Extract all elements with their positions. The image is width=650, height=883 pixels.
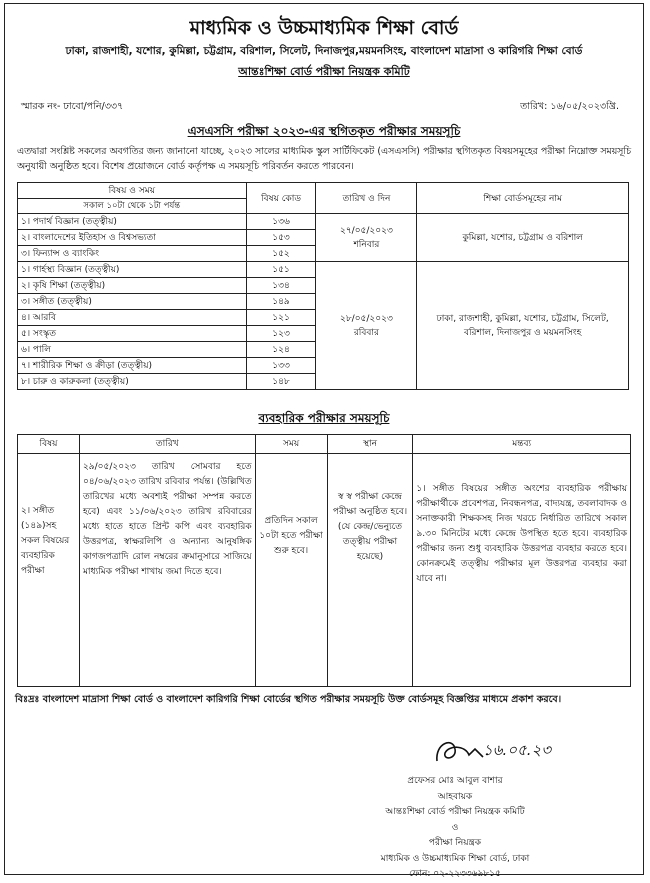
header-boards: শিক্ষা বোর্ডসমূহের নাম	[417, 183, 629, 214]
table-row: ৩। ফিন্যান্স ও ব্যাংকিং	[18, 246, 247, 262]
table-row: ৪। আরবি	[18, 310, 247, 326]
document-title: মাধ্যমিক ও উচ্চমাধ্যমিক শিক্ষা বোর্ড	[189, 17, 459, 39]
schedule-heading	[5, 123, 643, 143]
table-row: ২। বাংলাদেশের ইতিহাস ও বিশ্বসভ্যতা	[18, 230, 247, 246]
subject-code: ১৪৮	[246, 374, 316, 390]
practical-subject-text: ২। সঙ্গীত (১৪৯)সহ সকল বিষয়ের ব্যবহারিক পরীক্ষা	[21, 506, 70, 576]
exam-date: ২৮/০৫/২০২৩	[339, 313, 393, 324]
exam-day: রবিবার	[353, 327, 379, 338]
header-time-range: সকাল ১০টা থেকে ১টা পর্যন্ত	[18, 199, 247, 214]
signer-block	[305, 774, 605, 883]
practical-place-text: স্ব স্ব পরীক্ষা কেন্দ্রে পরীক্ষা অনুষ্ঠিত হবে। (যে কেন্দ্র/ভেন্যুতে তত্ত্বীয় পরীক্ষা হয়েছে)	[332, 492, 408, 562]
exam-day: শনিবার	[353, 239, 380, 250]
header-date: তারিখ	[79, 435, 255, 454]
signer-and: ও	[451, 822, 459, 833]
boards-cell: ঢাকা, রাজশাহী, কুমিল্লা, যশোর, চট্টগ্রাম, সিলেট, বরিশাল, দিনাজপুর ও ময়মনসিংহ	[417, 262, 629, 390]
practical-date-text: ২৯/০৫/২০২৩ তারিখ সোমবার হতে ০৪/০৬/২০২৩ তারিখ রবিবার পর্যন্ত। (উল্লিখিত তারিখের মধ্যে অবশ্যই পরীক্ষা সম্পন্ন করতে হবে) এবং ১১/০৬/২০২৩ তারিখ রবিবারের মধ্যে হাতে হাতে প্রিন্ট কপি এবং ব্যবহারিক উত্তরপত্র, স্বাক্ষরলিপি ও অন্যান্য আনুষঙ্গিক কাগজপত্রাদি রোল নম্বরের ক্রমানুসারে সাজিয়ে মাধ্যমিক পরীক্ষা শাখায় জমা দিতে হবে।	[82, 462, 252, 577]
table-row: ৭। শারীরিক শিক্ষা ও ক্রীড়া (তত্ত্বীয়)	[18, 358, 247, 374]
signature-date: ১৬.০৫.২৩	[483, 741, 552, 759]
practical-schedule-table	[17, 434, 631, 687]
practical-heading-text: ব্যবহারিক পরীক্ষার সময়সূচি	[258, 411, 390, 425]
document-page	[4, 3, 644, 879]
committee-name-text: আন্তঃশিক্ষা বোর্ড পরীক্ষা নিয়ন্ত্রক কমিটি	[238, 65, 410, 78]
table-row: ২। কৃষি শিক্ষা (তত্ত্বীয়)	[18, 278, 247, 294]
table-row: ১। গার্হস্থ্য বিজ্ঞান (তত্ত্বীয়)	[18, 262, 247, 278]
subject-code: ১৫১	[246, 262, 316, 278]
subject-code: ১৪৯	[246, 294, 316, 310]
header-subject: বিষয়	[18, 435, 80, 454]
exam-date: ২৭/০৫/২০২৩	[339, 225, 393, 236]
practical-remarks	[413, 454, 631, 687]
subject-code: ১৩৬	[246, 214, 316, 230]
memo-date: তারিখ: ১৬/০৫/২০২৩খ্রি.	[520, 101, 619, 112]
header-subject-time: বিষয় ও সময়	[18, 183, 247, 199]
subject-code: ১৫৩	[246, 230, 316, 246]
footnote: বিঃদ্রঃ বাংলাদেশ মাদ্রাসা শিক্ষা বোর্ড ও বাংলাদেশ কারিগরি শিক্ষা বোর্ডের স্থগিত পরীক্ষার সময়সূচি উক্ত বোর্ডসমূহ বিজ্ঞপ্তির মাধ্যমে প্রকাশ করবে।	[15, 694, 562, 705]
signer-role-2: পরীক্ষা নিয়ন্ত্রক	[428, 838, 482, 848]
theory-schedule-table	[17, 182, 629, 390]
exam-date-cell	[316, 214, 417, 262]
signer-phone: ফোন: ০২-২২৩৩৬৯৮১৫	[409, 869, 501, 879]
practical-place	[327, 454, 413, 687]
practical-subject	[18, 454, 80, 687]
header-code: বিষয় কোড	[246, 183, 316, 214]
memo-number: স্মারক নং- ঢাবো/পনি/৩৩৭	[21, 101, 124, 112]
subject-code: ১৩৩	[246, 358, 316, 374]
table-row: ৬। পালি	[18, 342, 247, 358]
practical-heading	[5, 410, 643, 430]
signer-name: প্রফেসর মোঃ আবুল বাশার	[407, 776, 503, 786]
subject-code: ১২১	[246, 310, 316, 326]
handwritten-signature	[431, 731, 571, 771]
signer-committee: আন্তঃশিক্ষা বোর্ড পরীক্ষা নিয়ন্ত্রক কমিটি	[385, 807, 525, 817]
table-row: ৩। সঙ্গীত (তত্ত্বীয়)	[18, 294, 247, 310]
header-date-day: তারিখ ও দিন	[316, 183, 417, 214]
header-place: স্থান	[327, 435, 413, 454]
exam-date-cell	[316, 262, 417, 390]
subject-code: ১২৩	[246, 326, 316, 342]
committee-name	[5, 63, 643, 82]
schedule-heading-text: এসএসসি পরীক্ষা ২০২৩-এর স্থগিতকৃত পরীক্ষার সময়সূচি	[187, 124, 461, 138]
subject-code: ১৩৪	[246, 278, 316, 294]
boards-line: ঢাকা, রাজশাহী, যশোর, কুমিল্লা, চট্টগ্রাম, বরিশাল, সিলেট, দিনাজপুর,ময়মনসিংহ, বাংলাদেশ মাদ্রাসা ও কারিগরি শিক্ষা বোর্ড	[65, 45, 583, 57]
signer-role: আহবায়ক	[437, 791, 473, 802]
table-row: ৫। সংস্কৃত	[18, 326, 247, 342]
table-row: ১। পদার্থ বিজ্ঞান (তত্ত্বীয়)	[18, 214, 247, 230]
boards-cell: কুমিল্লা, যশোর, চট্টগ্রাম ও বরিশাল	[417, 214, 629, 262]
subject-code: ১৫২	[246, 246, 316, 262]
subject-code: ১২৪	[246, 342, 316, 358]
practical-remarks-text: ১। সঙ্গীত বিষয়ের সঙ্গীত অংশের ব্যবহারিক পরীক্ষায় পরীক্ষার্থীকে প্রবেশপত্র, নিবন্ধনপত্র, বাদ্যযন্ত্র, তবলাবাদক ও সনাক্তকারী শিক্ষকসহ নিজ খরচে নির্ধারিত তারিখে সকাল ৯.৩০ মিনিটের মধ্যে কেন্দ্রে উপস্থিত হতে হবে। ব্যবহারিক পরীক্ষার জন্য শুধু ব্যবহারিক উত্তরপত্র ব্যবহার করতে হবে। কোনক্রমেই তত্ত্বীয় পরীক্ষার মূল উত্তরপত্র ব্যবহার করা যাবে না।	[416, 484, 627, 584]
table-row: ৮। চারু ও কারুকলা (তত্ত্বীয়)	[18, 374, 247, 390]
header-time: সময়	[255, 435, 327, 454]
intro-paragraph: এতদ্বারা সংশ্লিষ্ট সকলের অবগতির জন্য জানানো যাচ্ছে, ২০২৩ সালের মাধ্যমিক স্কুল সার্টিফিকেট (এসএসসি) পরীক্ষার স্থগিতকৃত বিষয়সমূহের পরীক্ষা নিম্নোক্ত সময়সূচি অনুযায়ী অনুষ্ঠিত হবে। বিশেষ প্রয়োজনে বোর্ড কর্তৃপক্ষ এ সময়সূচি পরিবর্তন করতে পারবেন।	[17, 146, 631, 172]
practical-time-text: প্রতিদিন সকাল ১০টা হতে পরীক্ষা শুরু হবে।	[259, 516, 323, 556]
header-remarks: মন্তব্য	[413, 435, 631, 454]
signer-board: মাধ্যমিক ও উচ্চমাধ্যমিক শিক্ষা বোর্ড, ঢাকা	[380, 853, 530, 864]
practical-time	[255, 454, 327, 687]
practical-date	[79, 454, 255, 687]
